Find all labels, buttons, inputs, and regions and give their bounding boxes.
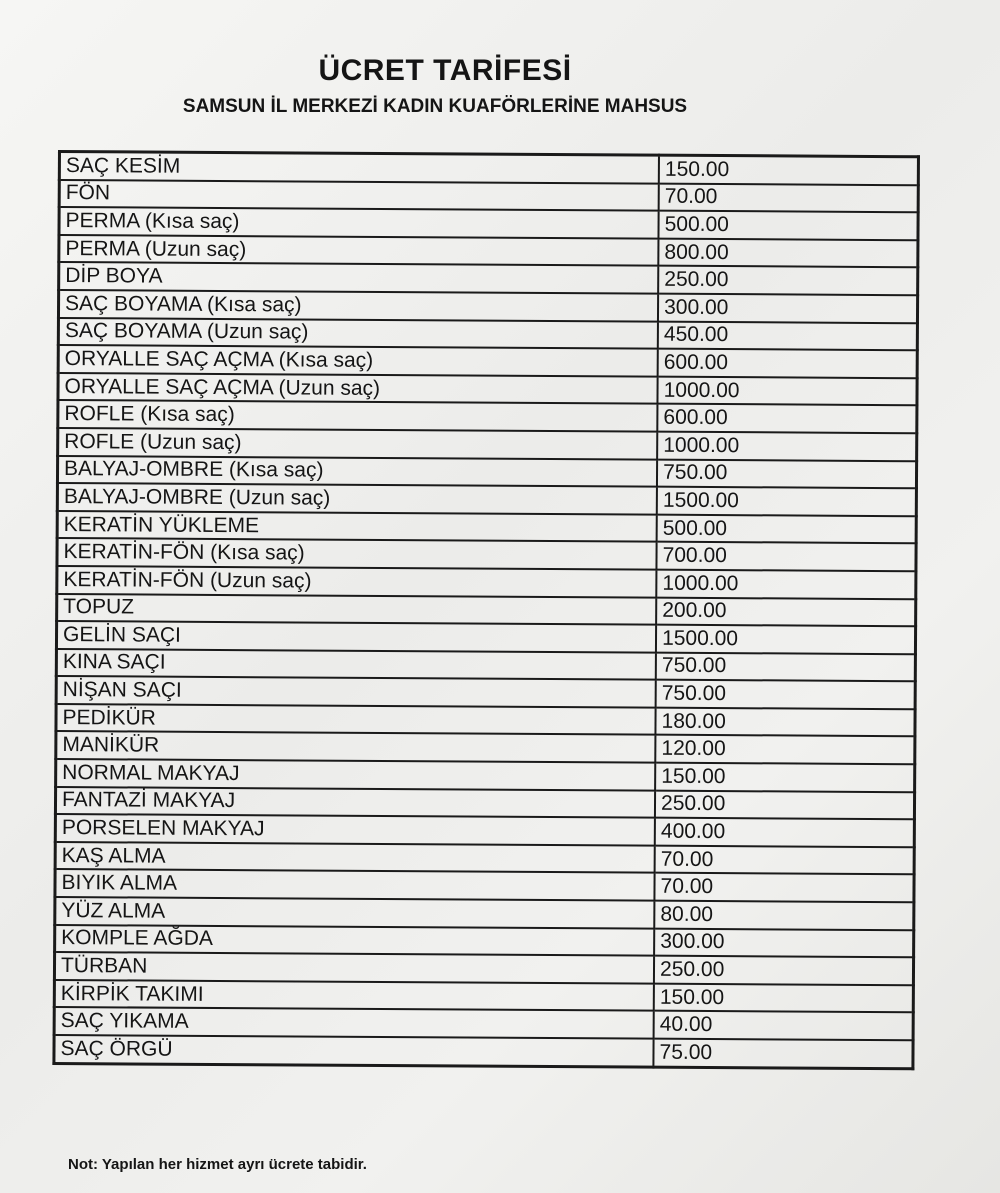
service-name-cell: ROFLE (Uzun saç)	[58, 428, 658, 459]
price-cell: 180.00	[656, 708, 916, 737]
price-cell: 300.00	[654, 928, 914, 957]
tariff-table	[52, 150, 920, 1070]
service-name-cell: PERMA (Kısa saç)	[59, 207, 659, 238]
service-name-cell: DİP BOYA	[59, 262, 659, 293]
price-cell: 600.00	[658, 349, 918, 378]
price-cell: 70.00	[659, 183, 919, 212]
service-name-cell: SAÇ ÖRGÜ	[54, 1035, 654, 1067]
price-cell: 1000.00	[657, 432, 917, 461]
price-cell: 700.00	[657, 542, 917, 571]
table-row	[54, 1035, 913, 1068]
price-cell: 75.00	[653, 1039, 913, 1069]
price-cell: 1500.00	[657, 487, 917, 516]
service-name-cell: SAÇ BOYAMA (Kısa saç)	[58, 290, 658, 321]
service-name-cell: KOMPLE AĞDA	[55, 925, 655, 956]
service-name-cell: SAÇ KESİM	[59, 152, 659, 184]
service-name-cell: NİŞAN SAÇI	[56, 676, 656, 707]
service-name-cell: MANİKÜR	[56, 731, 656, 762]
service-name-cell: ORYALLE SAÇ AÇMA (Uzun saç)	[58, 373, 658, 404]
service-name-cell: KINA SAÇI	[56, 649, 656, 680]
service-name-cell: KERATİN-FÖN (Kısa saç)	[57, 538, 657, 569]
service-name-cell: KERATİN-FÖN (Uzun saç)	[57, 566, 657, 597]
price-cell: 750.00	[656, 680, 916, 709]
price-cell: 400.00	[655, 818, 915, 847]
service-name-cell: ORYALLE SAÇ AÇMA (Kısa saç)	[58, 345, 658, 376]
page-subtitle: SAMSUN İL MERKEZİ KADIN KUAFÖRLERİNE MAHSUS	[182, 96, 688, 117]
price-cell: 500.00	[657, 514, 917, 543]
price-cell: 250.00	[655, 790, 915, 819]
price-cell: 70.00	[655, 873, 915, 902]
service-name-cell: NORMAL MAKYAJ	[56, 759, 656, 790]
footer-note: Not: Yapılan her hizmet ayrı ücrete tabidir.	[68, 1156, 367, 1173]
price-cell: 70.00	[655, 846, 915, 875]
price-cell: 150.00	[654, 983, 914, 1012]
service-name-cell: YÜZ ALMA	[55, 897, 655, 928]
service-name-cell: TÜRBAN	[54, 952, 654, 983]
service-name-cell: SAÇ YIKAMA	[54, 1007, 654, 1038]
price-cell: 200.00	[656, 597, 916, 626]
service-name-cell: PEDİKÜR	[56, 704, 656, 735]
price-cell: 150.00	[659, 155, 919, 185]
price-cell: 250.00	[654, 956, 914, 985]
service-name-cell: SAÇ BOYAMA (Uzun saç)	[58, 318, 658, 349]
price-cell: 450.00	[658, 321, 918, 350]
price-cell: 150.00	[655, 763, 915, 792]
service-name-cell: PORSELEN MAKYAJ	[55, 814, 655, 845]
price-cell: 40.00	[654, 1011, 914, 1040]
service-name-cell: BIYIK ALMA	[55, 869, 655, 900]
service-name-cell: KERATİN YÜKLEME	[57, 511, 657, 542]
price-cell: 250.00	[658, 266, 918, 295]
page-title: ÜCRET TARİFESİ	[318, 54, 572, 87]
service-name-cell: GELİN SAÇI	[56, 621, 656, 652]
price-cell: 500.00	[659, 211, 919, 240]
service-name-cell: PERMA (Uzun saç)	[59, 235, 659, 266]
service-name-cell: FÖN	[59, 180, 659, 211]
price-cell: 80.00	[654, 901, 914, 930]
price-cell: 120.00	[655, 735, 915, 764]
service-name-cell: FANTAZİ MAKYAJ	[55, 787, 655, 818]
tariff-table-body	[54, 152, 919, 1069]
service-name-cell: BALYAJ-OMBRE (Kısa saç)	[57, 456, 657, 487]
service-name-cell: BALYAJ-OMBRE (Uzun saç)	[57, 483, 657, 514]
price-cell: 1000.00	[658, 376, 918, 405]
price-cell: 1000.00	[656, 570, 916, 599]
service-name-cell: ROFLE (Kısa saç)	[58, 400, 658, 431]
service-name-cell: KİRPİK TAKIMI	[54, 980, 654, 1011]
service-name-cell: TOPUZ	[57, 594, 657, 625]
price-cell: 300.00	[658, 294, 918, 323]
service-name-cell: KAŞ ALMA	[55, 842, 655, 873]
price-cell: 750.00	[656, 652, 916, 681]
price-cell: 1500.00	[656, 625, 916, 654]
price-cell: 600.00	[657, 404, 917, 433]
price-cell: 800.00	[658, 238, 918, 267]
price-cell: 750.00	[657, 459, 917, 488]
